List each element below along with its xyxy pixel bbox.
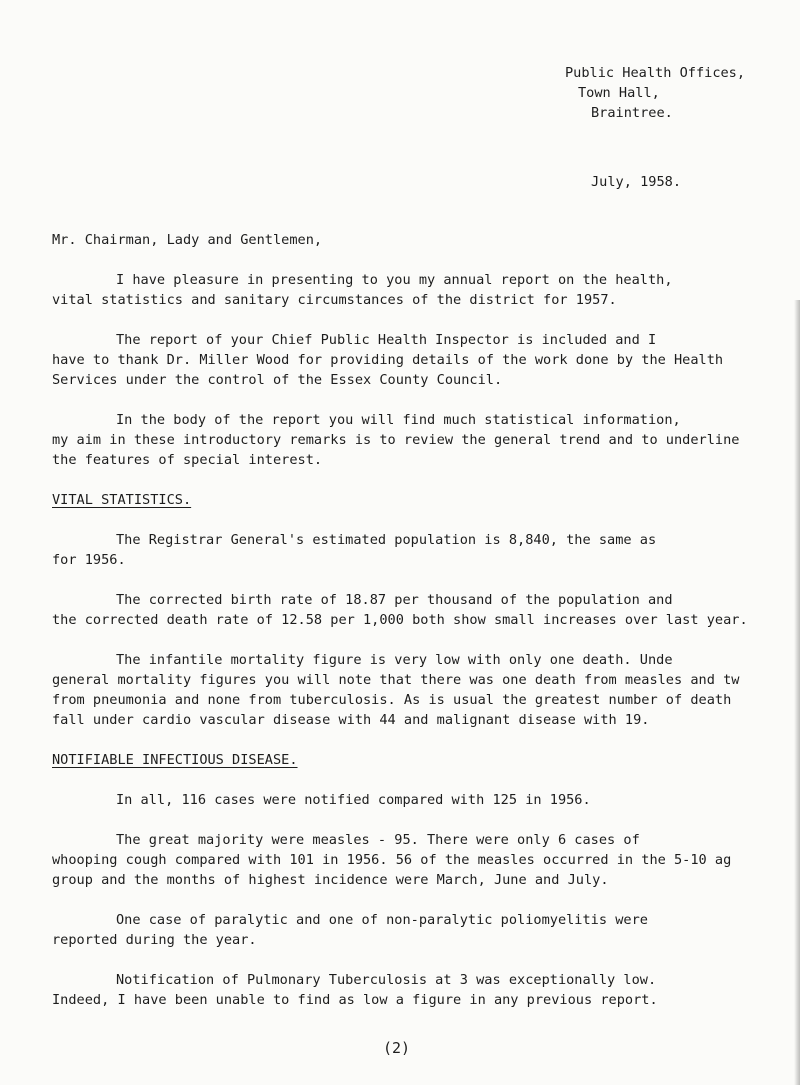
section-heading-notifiable-disease: NOTIFIABLE INFECTIOUS DISEASE. [52, 752, 298, 768]
text-line: the corrected death rate of 12.58 per 1,000 both show small increases over last year. [52, 612, 748, 628]
address-line-2: Town Hall, [578, 85, 660, 101]
text-line: have to thank Dr. Miller Wood for providing details of the work done by the Health [52, 352, 724, 368]
salutation: Mr. Chairman, Lady and Gentlemen, [52, 232, 323, 248]
text-line: the features of special interest. [52, 452, 323, 468]
text-line: In all, 116 cases were notified compared with 125 in 1956. [116, 792, 591, 808]
text-line: fall under cardio vascular disease with 44 and malignant disease with 19. [52, 712, 650, 728]
address-line-1: Public Health Offices, [565, 65, 746, 81]
text-line: from pneumonia and none from tuberculosis. As is usual the greatest number of death [52, 692, 732, 708]
section-heading-vital-statistics: VITAL STATISTICS. [52, 492, 192, 508]
page-edge-shadow [794, 300, 800, 1085]
text-line: One case of paralytic and one of non-paralytic poliomyelitis were [116, 912, 648, 928]
text-line: The infantile mortality figure is very low with only one death. Unde [116, 652, 673, 668]
text-line: for 1956. [52, 552, 126, 568]
text-line: I have pleasure in presenting to you my annual report on the health, [116, 272, 673, 288]
text-line: Services under the control of the Essex County Council. [52, 372, 503, 388]
text-line: The corrected birth rate of 18.87 per thousand of the population and [116, 592, 673, 608]
text-line: general mortality figures you will note that there was one death from measles and tw [52, 672, 740, 688]
text-line: The report of your Chief Public Health Inspector is included and I [116, 332, 657, 348]
text-line: The Registrar General's estimated population is 8,840, the same as [116, 532, 657, 548]
text-line: The great majority were measles - 95. There were only 6 cases of [116, 832, 640, 848]
letter-date: July, 1958. [591, 174, 682, 190]
text-line: In the body of the report you will find much statistical information, [116, 412, 681, 428]
text-line: vital statistics and sanitary circumstances of the district for 1957. [52, 292, 617, 308]
text-line: group and the months of highest incidence were March, June and July. [52, 872, 609, 888]
text-line: Notification of Pulmonary Tuberculosis at 3 was exceptionally low. [116, 972, 657, 988]
text-line: Indeed, I have been unable to find as low a figure in any previous report. [52, 992, 658, 1008]
address-line-3: Braintree. [591, 105, 673, 121]
text-line: whooping cough compared with 101 in 1956. 56 of the measles occurred in the 5-10 ag [52, 852, 732, 868]
text-line: reported during the year. [52, 932, 257, 948]
text-line: my aim in these introductory remarks is to review the general trend and to underline [52, 432, 740, 448]
page-number: (2) [383, 1039, 411, 1057]
